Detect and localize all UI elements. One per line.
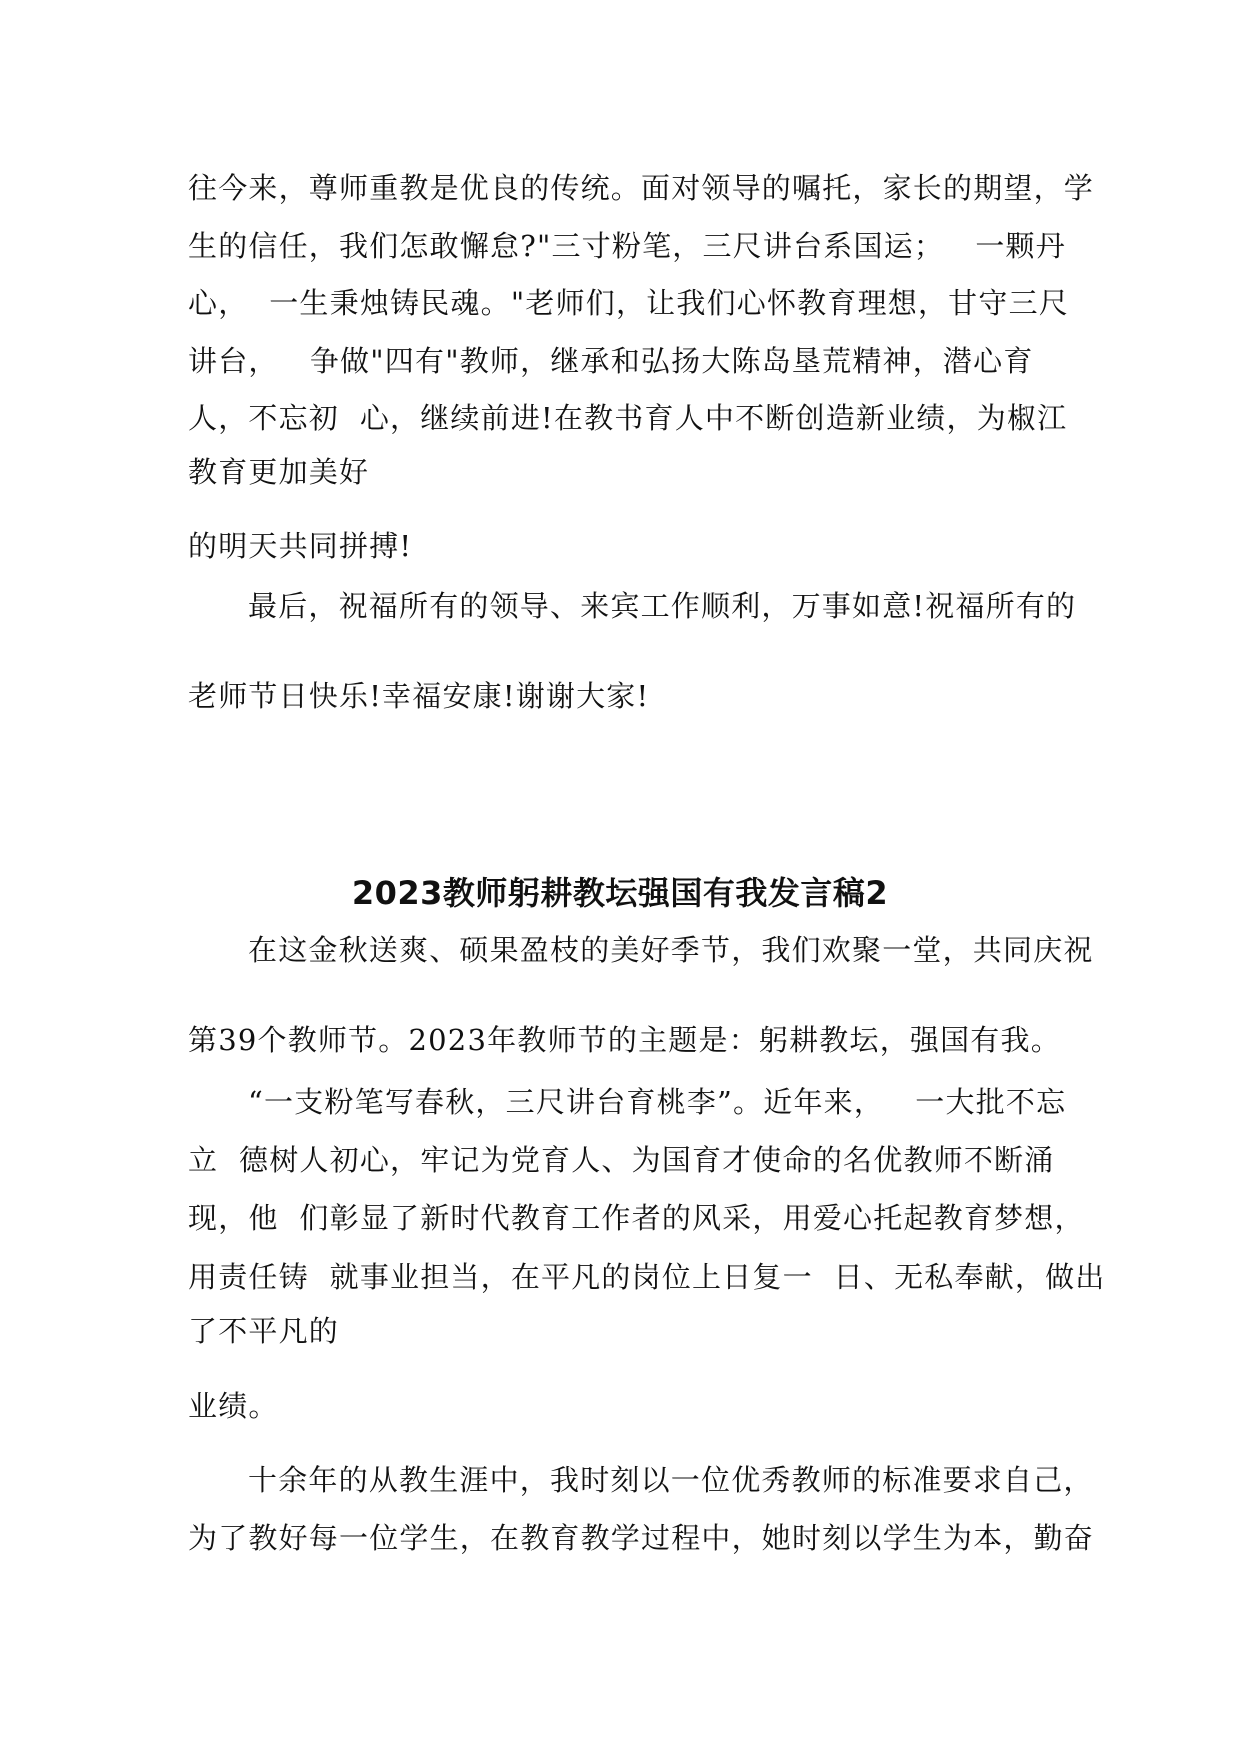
text-line: 了不平凡的 (188, 1314, 340, 1348)
text-line: 十余年的从教生涯中，我时刻以一位优秀教师的标准要求自己， (248, 1463, 1094, 1497)
text-line: 讲台， 争做"四有"教师，继承和弘扬大陈岛垦荒精神，潜心育 (188, 344, 1034, 378)
text-line: 用责任铸 就事业担当，在平凡的岗位上日复一 日、无私奉献，做出 (188, 1260, 1106, 1294)
text-line: 最后，祝福所有的领导、来宾工作顺利，万事如意!祝福所有的 (248, 589, 1077, 623)
text-line: 生的信任，我们怎敢懈怠?"三寸粉笔，三尺讲台系国运； 一颗丹 (188, 229, 1066, 263)
text-line: 为了教好每一位学生，在教育教学过程中，她时刻以学生为本，勤奋 (188, 1521, 1095, 1555)
text-line: 的明天共同拼搏! (188, 529, 413, 563)
text-line: 老师节日快乐!幸福安康!谢谢大家! (188, 679, 650, 713)
section-title: 2023教师躬耕教坛强国有我发言稿2 (351, 874, 889, 912)
text-line: 教育更加美好 (188, 455, 370, 489)
text-line: 人，不忘初 心，继续前进!在教书育人中不断创造新业绩，为椒江 (188, 401, 1068, 435)
text-line: “一支粉笔写春秋，三尺讲台育桃李”。近年来， 一大批不忘 (248, 1085, 1067, 1119)
text-line: 立 德树人初心，牢记为党育人、为国育才使命的名优教师不断涌 (188, 1143, 1055, 1177)
text-line: 往今来，尊师重教是优良的传统。面对领导的嘱托，家长的期望，学 (188, 171, 1095, 205)
text-line: 业绩。 (188, 1389, 279, 1423)
text-line: 在这金秋送爽、硕果盈枝的美好季节，我们欢聚一堂，共同庆祝 (248, 933, 1094, 967)
text-line: 现，他 们彰显了新时代教育工作者的风采，用爱心托起教育梦想， (188, 1201, 1085, 1235)
text-line: 第39个教师节。2023年教师节的主题是：躬耕教坛，强国有我。 (188, 1023, 1061, 1057)
text-line: 心， 一生秉烛铸民魂。"老师们，让我们心怀教育理想，甘守三尺 (188, 286, 1069, 320)
